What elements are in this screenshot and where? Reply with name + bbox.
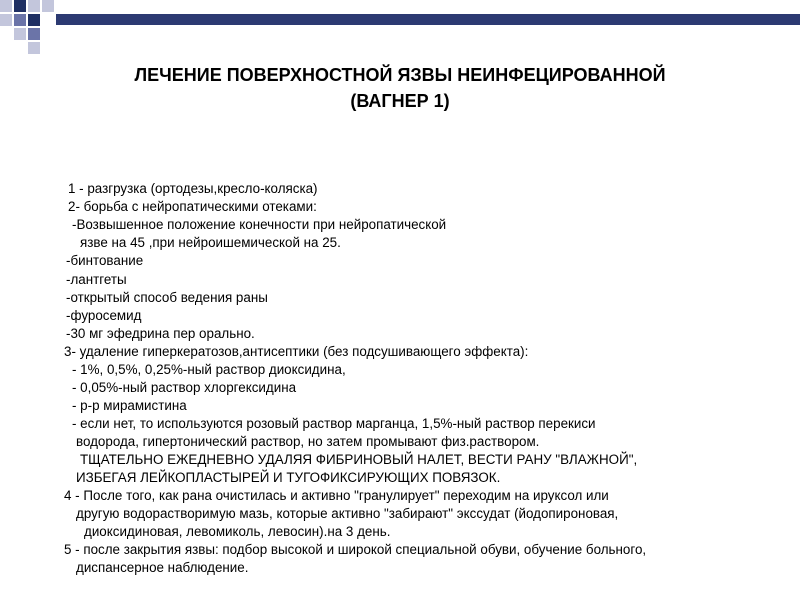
list-item: -бинтование (66, 253, 144, 268)
list-item: диспансерное наблюдение. (76, 560, 249, 575)
list-item: - 0,05%-ный раствор хлоргексидина (72, 380, 297, 395)
list-item: - р-р мирамистина (72, 398, 187, 413)
deco-header-bar (56, 14, 800, 25)
list-item: водорода, гипертонический раствор, но затем промывают физ.раствором. (76, 434, 540, 449)
list-item: язве на 45 ,при нейроишемической на 25. (80, 235, 341, 250)
list-item: диоксидиновая, левомиколь, левосин).на 3 день. (84, 524, 391, 539)
list-item: 2- борьба с нейропатическими отеками: (68, 199, 317, 214)
deco-square-6 (14, 14, 26, 26)
list-item: 3- удаление гиперкератозов,антисептики (без подсушивающего эффекта): (64, 344, 529, 359)
list-item: - если нет, то используются розовый раствор марганца, 1,5%-ный раствор перекиси (72, 416, 596, 431)
deco-square-7 (28, 14, 40, 26)
deco-square-9 (28, 28, 40, 40)
header-decoration (0, 0, 800, 60)
list-item: 1 - разгрузка (ортодезы,кресло-коляска) (68, 181, 318, 196)
deco-square-5 (0, 14, 12, 26)
deco-square-10 (28, 42, 40, 54)
list-item: -Возвышенное положение конечности при нейропатической (72, 217, 447, 232)
list-item: -30 мг эфедрина пер орально. (66, 326, 255, 341)
list-item: ИЗБЕГАЯ ЛЕЙКОПЛАСТЫРЕЙ И ТУГОФИКСИРУЮЩИХ ПОВЯЗОК. (76, 470, 501, 485)
deco-square-4 (42, 0, 54, 12)
list-item: -фуросемид (66, 308, 142, 323)
list-item: - 1%, 0,5%, 0,25%-ный раствор диоксидина, (72, 362, 346, 377)
list-item: -лантгеты (66, 272, 127, 287)
deco-square-2 (14, 0, 26, 12)
slide-title-line-2: (ВАГНЕР 1) (350, 91, 450, 111)
list-item: другую водорастворимую мазь, которые активно "забирают" экссудат (йодопироновая, (76, 506, 619, 521)
list-item: 4 - После того, как рана очистилась и активно "гранулирует" переходим на ируксол или (64, 488, 609, 503)
list-item: ТЩАТЕЛЬНО ЕЖЕДНЕВНО УДАЛЯЯ ФИБРИНОВЫЙ НАЛЕТ, ВЕСТИ РАНУ "ВЛАЖНОЙ", (80, 452, 638, 467)
list-item: -открытый способ ведения раны (66, 290, 268, 305)
deco-square-8 (14, 28, 26, 40)
deco-square-3 (28, 0, 40, 12)
list-item: 5 - после закрытия язвы: подбор высокой и широкой специальной обуви, обучение больного, (64, 542, 647, 557)
deco-square-1 (0, 0, 12, 12)
slide-title-line-1: ЛЕЧЕНИЕ ПОВЕРХНОСТНОЙ ЯЗВЫ НЕИНФЕЦИРОВАННОЙ (134, 65, 666, 85)
slide-title (40, 62, 760, 114)
